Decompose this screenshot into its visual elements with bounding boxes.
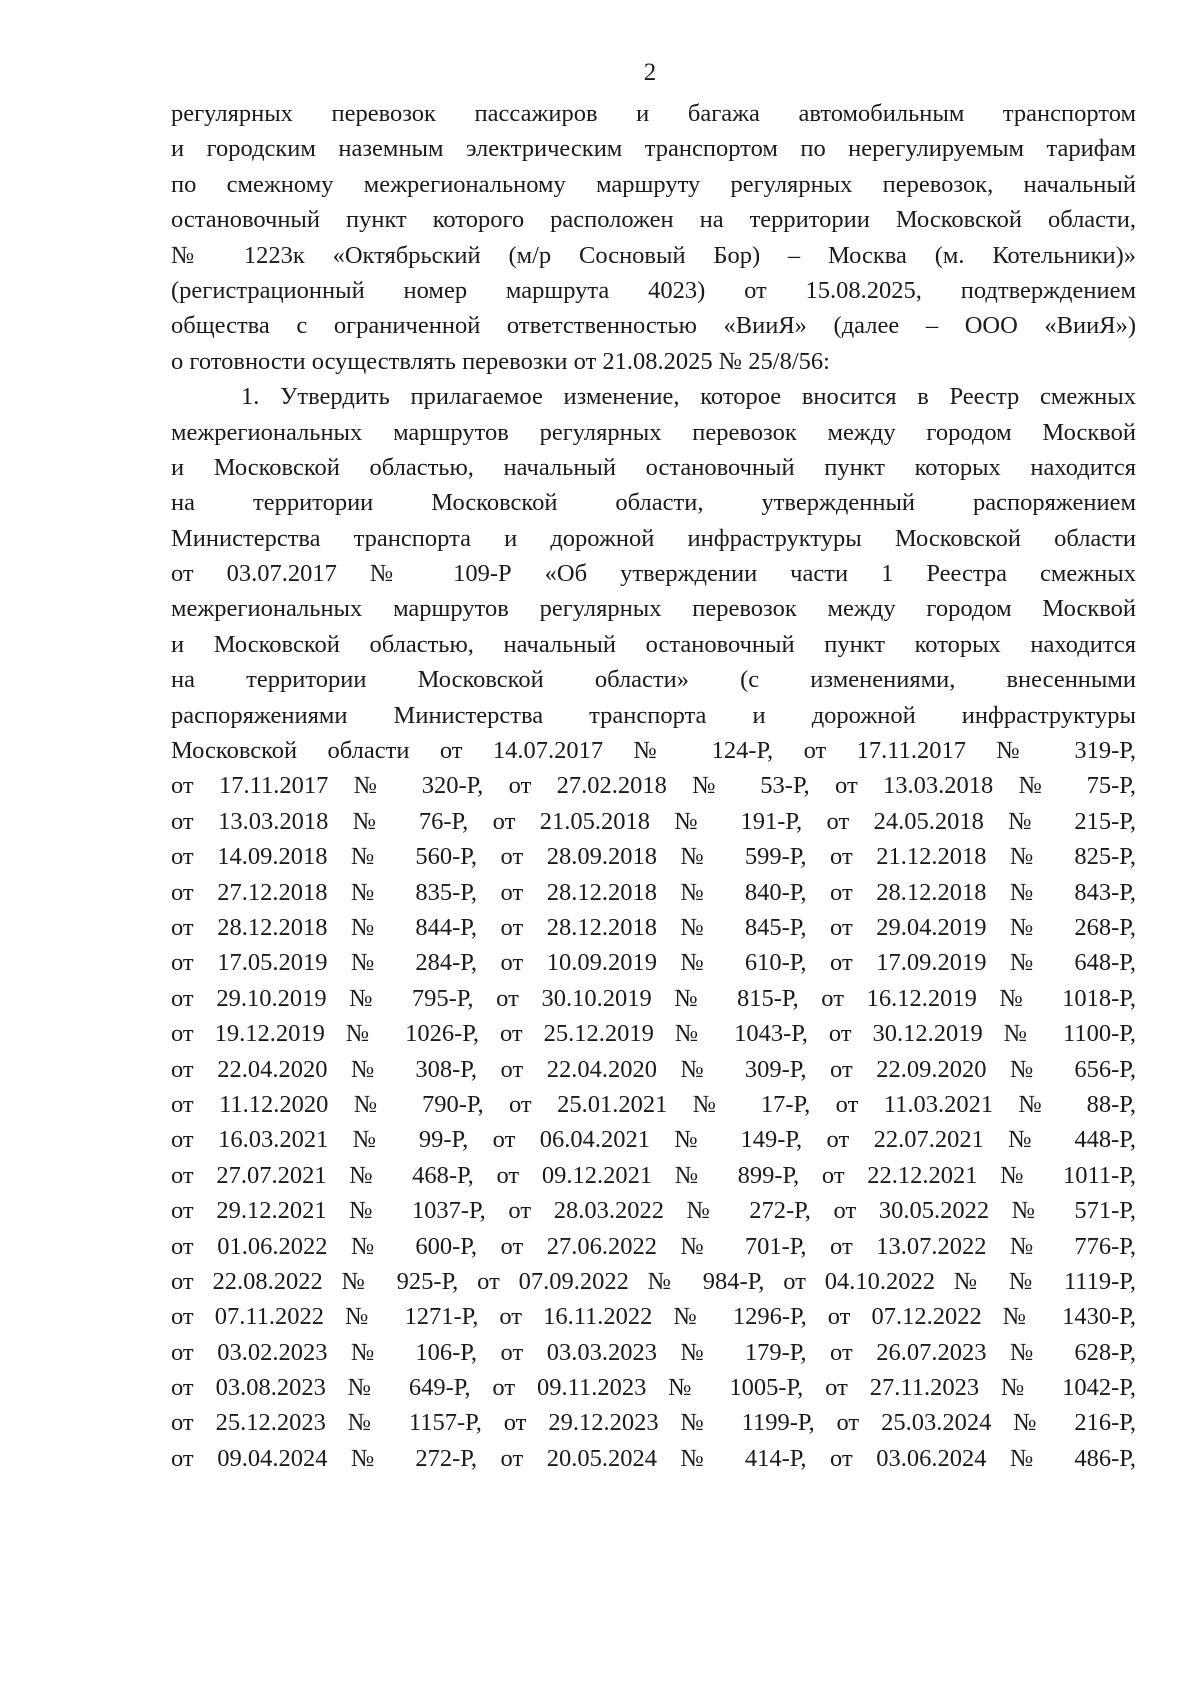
text-line: остановочный пункт которого расположен на территории Московской области, xyxy=(171,206,1136,234)
text-line: по смежному межрегиональному маршруту регулярных перевозок, начальный xyxy=(171,170,1136,198)
text-line: Московской области от 14.07.2017 № 124-Р, от 17.11.2017 № 319-Р, xyxy=(171,737,1136,765)
text-line: межрегиональных маршрутов регулярных перевозок между городом Москвой xyxy=(171,595,1136,623)
text-line: от 03.07.2017 № 109-Р «Об утверждении части 1 Реестра смежных xyxy=(171,560,1136,588)
text-line: (регистрационный номер маршрута 4023) от 15.08.2025, подтверждением xyxy=(171,276,1136,304)
text-line: от 27.12.2018 № 835-Р, от 28.12.2018 № 840-Р, от 28.12.2018 № 843-Р, xyxy=(171,878,1136,906)
text-line: от 03.02.2023 № 106-Р, от 03.03.2023 № 179-Р, от 26.07.2023 № 628-Р, xyxy=(171,1338,1136,1366)
text-line: № 1223к «Октябрьский (м/р Сосновый Бор) – Москва (м. Котельники)» xyxy=(171,241,1136,269)
text-line: от 28.12.2018 № 844-Р, от 28.12.2018 № 845-Р, от 29.04.2019 № 268-Р, xyxy=(171,913,1136,941)
text-line: от 14.09.2018 № 560-Р, от 28.09.2018 № 599-Р, от 21.12.2018 № 825-Р, xyxy=(171,843,1136,871)
text-line: Министерства транспорта и дорожной инфраструктуры Московской области xyxy=(171,524,1136,552)
text-line: от 29.10.2019 № 795-Р, от 30.10.2019 № 815-Р, от 16.12.2019 № 1018-Р, xyxy=(171,984,1136,1012)
text-line: от 11.12.2020 № 790-Р, от 25.01.2021 № 17-Р, от 11.03.2021 № 88-Р, xyxy=(171,1090,1136,1118)
text-line: межрегиональных маршрутов регулярных перевозок между городом Москвой xyxy=(171,418,1136,446)
text-line: общества с ограниченной ответственностью «ВииЯ» (далее – ООО «ВииЯ») xyxy=(171,312,1136,340)
text-line: и Московской областью, начальный остановочный пункт которых находится xyxy=(171,630,1136,658)
paragraph-item-1 xyxy=(171,379,1136,1476)
document-body xyxy=(171,96,1136,1476)
text-line: регулярных перевозок пассажиров и багажа автомобильным транспортом xyxy=(171,100,1136,127)
text-line: от 19.12.2019 № 1026-Р, от 25.12.2019 № 1043-Р, от 30.12.2019 № 1100-Р, xyxy=(171,1020,1136,1048)
page-number: 2 xyxy=(643,59,657,86)
text-line: и Московской областью, начальный остановочный пункт которых находится xyxy=(171,453,1136,481)
paragraph-intro xyxy=(171,96,1136,379)
text-line: от 07.11.2022 № 1271-Р, от 16.11.2022 № 1296-Р, от 07.12.2022 № 1430-Р, xyxy=(171,1303,1136,1331)
text-line: от 09.04.2024 № 272-Р, от 20.05.2024 № 414-Р, от 03.06.2024 № 486-Р, xyxy=(171,1444,1136,1472)
text-line: от 13.03.2018 № 76-Р, от 21.05.2018 № 191-Р, от 24.05.2018 № 215-Р, xyxy=(171,807,1136,835)
text-line: от 22.04.2020 № 308-Р, от 22.04.2020 № 309-Р, от 22.09.2020 № 656-Р, xyxy=(171,1055,1136,1083)
text-line: от 16.03.2021 № 99-Р, от 06.04.2021 № 149-Р, от 22.07.2021 № 448-Р, xyxy=(171,1126,1136,1154)
text-line: распоряжениями Министерства транспорта и дорожной инфраструктуры xyxy=(171,701,1136,729)
text-line: от 01.06.2022 № 600-Р, от 27.06.2022 № 701-Р, от 13.07.2022 № 776-Р, xyxy=(171,1232,1136,1260)
text-line: от 25.12.2023 № 1157-Р, от 29.12.2023 № 1199-Р, от 25.03.2024 № 216-Р, xyxy=(171,1409,1136,1437)
text-line: от 29.12.2021 № 1037-Р, от 28.03.2022 № 272-Р, от 30.05.2022 № 571-Р, xyxy=(171,1197,1136,1225)
text-line: от 22.08.2022 № 925-Р, от 07.09.2022 № 984-Р, от 04.10.2022 № № 1119-Р, xyxy=(171,1267,1136,1295)
text-line: на территории Московской области» (с изменениями, внесенными xyxy=(171,666,1136,694)
text-line: от 03.08.2023 № 649-Р, от 09.11.2023 № 1005-Р, от 27.11.2023 № 1042-Р, xyxy=(171,1374,1136,1402)
text-line: на территории Московской области, утвержденный распоряжением xyxy=(171,489,1136,517)
text-line: и городским наземным электрическим транспортом по нерегулируемым тарифам xyxy=(171,135,1136,163)
text-line: от 17.05.2019 № 284-Р, от 10.09.2019 № 610-Р, от 17.09.2019 № 648-Р, xyxy=(171,949,1136,977)
text-line: от 17.11.2017 № 320-Р, от 27.02.2018 № 53-Р, от 13.03.2018 № 75-Р, xyxy=(171,772,1136,800)
text-line: от 27.07.2021 № 468-Р, от 09.12.2021 № 899-Р, от 22.12.2021 № 1011-Р, xyxy=(171,1161,1136,1189)
text-line: 1. Утвердить прилагаемое изменение, которое вносится в Реестр смежных xyxy=(241,383,1136,411)
text-line: о готовности осуществлять перевозки от 21.08.2025 № 25/8/56: xyxy=(171,347,830,375)
